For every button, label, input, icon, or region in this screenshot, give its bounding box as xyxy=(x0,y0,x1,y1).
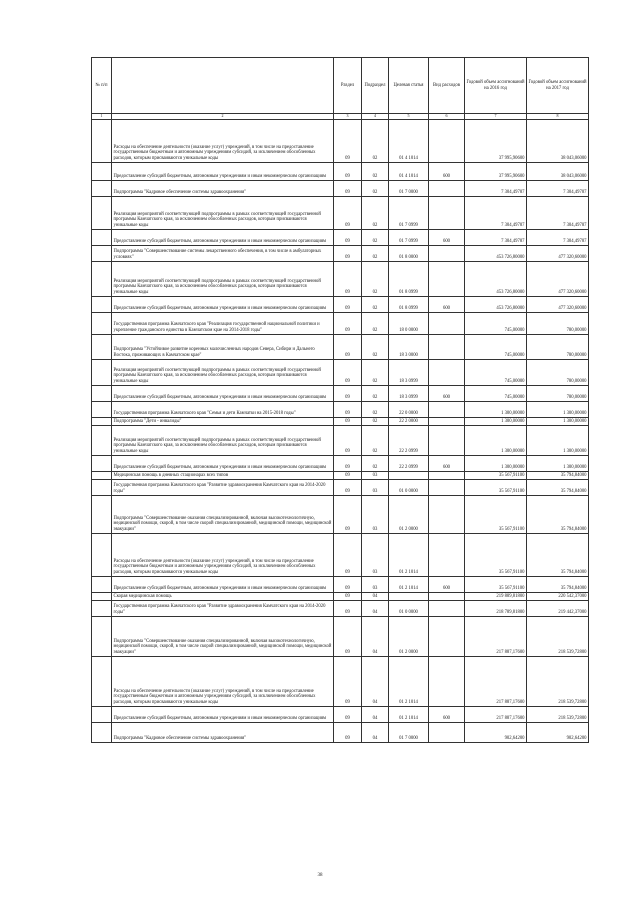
row-2016: 453 726,80000 xyxy=(465,246,527,262)
row-2017: 477 320,60000 xyxy=(527,262,589,297)
row-section: 09 xyxy=(334,496,362,534)
page-number: 38 xyxy=(317,873,323,878)
row-name: Расходы на обеспечение деятельности (оказание услуг) учреждений, в том числе на предоставление государственным бюджетным и автономным учреждениям субсидий, за исключением обособленных расходов, которым присваиваются уникальные коды xyxy=(112,657,334,707)
row-article: 01 7 0000 xyxy=(389,181,429,197)
row-expense: 600 xyxy=(429,456,465,472)
row-expense xyxy=(429,246,465,262)
row-section: 09 xyxy=(334,120,362,163)
row-subsection: 03 xyxy=(362,472,389,480)
row-2017: 35 794,84000 xyxy=(527,577,589,593)
row-expense xyxy=(429,496,465,534)
budget-table xyxy=(91,57,589,743)
row-num xyxy=(92,657,112,707)
row-2017: 1 300,00000 xyxy=(527,426,589,456)
row-name: Расходы на обеспечение деятельности (оказание услуг) учреждений, в том числе на предоставление государственным бюджетным и автономным учреждениям субсидий, за исключением обособленных расходов, которым присваиваются уникальные коды xyxy=(112,534,334,577)
row-2016: 745,00000 xyxy=(465,360,527,386)
row-subsection: 02 xyxy=(362,120,389,163)
row-article: 22 2 0000 xyxy=(389,418,429,426)
row-subsection: 02 xyxy=(362,386,389,402)
row-num xyxy=(92,297,112,313)
row-expense xyxy=(429,197,465,230)
table-row xyxy=(92,197,589,230)
table-row xyxy=(92,418,589,426)
row-2016: 745,00000 xyxy=(465,335,527,360)
row-subsection: 02 xyxy=(362,360,389,386)
row-subsection: 04 xyxy=(362,707,389,723)
row-2016: 1 300,00000 xyxy=(465,426,527,456)
row-2016: 219 889,81800 xyxy=(465,593,527,601)
table-row xyxy=(92,617,589,657)
row-num xyxy=(92,723,112,743)
row-subsection: 03 xyxy=(362,496,389,534)
row-subsection: 04 xyxy=(362,657,389,707)
row-2017: 1 300,00000 xyxy=(527,418,589,426)
row-2017: 218 539,72800 xyxy=(527,707,589,723)
row-section: 09 xyxy=(334,577,362,593)
row-2016: 37 995,90600 xyxy=(465,120,527,163)
row-article: 01 8 0000 xyxy=(389,246,429,262)
row-subsection: 02 xyxy=(362,197,389,230)
col-number: 3 xyxy=(334,114,362,120)
table-row xyxy=(92,601,589,617)
row-2016: 35 567,91100 xyxy=(465,534,527,577)
row-article: 18 0 0000 xyxy=(389,313,429,335)
row-2017: 38 043,06000 xyxy=(527,163,589,181)
col-number: 1 xyxy=(92,114,112,120)
row-2017: 780,00000 xyxy=(527,360,589,386)
row-2017: 218 539,72800 xyxy=(527,657,589,707)
row-num xyxy=(92,472,112,480)
row-name: Подпрограмма "Устойчивое развитие коренных малочисленных народов Севера, Сибири и Дальнего Востока, проживающих в Камчатском крае" xyxy=(112,335,334,360)
row-num xyxy=(92,426,112,456)
row-section: 09 xyxy=(334,617,362,657)
row-subsection: 02 xyxy=(362,181,389,197)
row-section: 09 xyxy=(334,707,362,723)
row-subsection: 04 xyxy=(362,723,389,743)
row-article: 01 4 1014 xyxy=(389,163,429,181)
row-article: 01 0 0000 xyxy=(389,480,429,496)
row-expense xyxy=(429,360,465,386)
header-num: № п/п xyxy=(92,58,112,114)
row-section: 09 xyxy=(334,246,362,262)
row-section: 09 xyxy=(334,181,362,197)
row-section: 09 xyxy=(334,657,362,707)
row-expense xyxy=(429,402,465,418)
row-num xyxy=(92,707,112,723)
row-article: 01 2 1014 xyxy=(389,707,429,723)
row-section: 09 xyxy=(334,230,362,246)
row-article: 22 0 0000 xyxy=(389,402,429,418)
table-row xyxy=(92,593,589,601)
row-name: Реализация мероприятий соответствующей подпрограммы в рамках соответствующей государственной программы Камчатского края, за исключением обособленных расходов, которым присваиваются уникальные коды xyxy=(112,197,334,230)
row-expense: 600 xyxy=(429,577,465,593)
table-row xyxy=(92,472,589,480)
table-row xyxy=(92,360,589,386)
row-num xyxy=(92,246,112,262)
row-section: 09 xyxy=(334,163,362,181)
row-2016: 217 887,17600 xyxy=(465,617,527,657)
header-row xyxy=(92,58,589,114)
col-number: 8 xyxy=(527,114,589,120)
row-article: 18 3 0000 xyxy=(389,335,429,360)
row-expense xyxy=(429,181,465,197)
row-2016: 217 887,17600 xyxy=(465,707,527,723)
row-name: Подпрограмма "Кадровое обеспечение системы здравоохранения" xyxy=(112,723,334,743)
row-2017: 477 320,60000 xyxy=(527,246,589,262)
row-num xyxy=(92,262,112,297)
row-2017: 35 794,84000 xyxy=(527,472,589,480)
row-2017: 1 300,00000 xyxy=(527,402,589,418)
row-subsection: 02 xyxy=(362,313,389,335)
row-expense xyxy=(429,617,465,657)
row-2016: 902,64200 xyxy=(465,723,527,743)
table-body xyxy=(92,120,589,743)
row-2016: 453 726,80000 xyxy=(465,297,527,313)
row-expense xyxy=(429,601,465,617)
row-article: 01 2 0000 xyxy=(389,496,429,534)
row-2016: 35 567,91100 xyxy=(465,480,527,496)
row-2016: 1 300,00000 xyxy=(465,402,527,418)
row-2016: 35 567,91100 xyxy=(465,472,527,480)
row-article: 22 2 0999 xyxy=(389,426,429,456)
row-2016: 7 304,49787 xyxy=(465,197,527,230)
row-expense xyxy=(429,335,465,360)
row-section: 09 xyxy=(334,456,362,472)
row-num xyxy=(92,360,112,386)
row-name: Реализация мероприятий соответствующей подпрограммы в рамках соответствующей государственной программы Камчатского края, за исключением обособленных расходов, которым присваиваются уникальные коды xyxy=(112,262,334,297)
row-num xyxy=(92,593,112,601)
row-subsection: 02 xyxy=(362,402,389,418)
row-num xyxy=(92,577,112,593)
row-section: 09 xyxy=(334,593,362,601)
header-name xyxy=(112,58,334,114)
row-name: Предоставление субсидий бюджетным, автономным учреждениям и иным некоммерческим организациям xyxy=(112,297,334,313)
header-expense: Вид расходов xyxy=(429,58,465,114)
row-name: Государственная программа Камчатского края "Развитие здравоохранения Камчатского края на 2014-2020 годы" xyxy=(112,601,334,617)
row-2016: 1 300,00000 xyxy=(465,456,527,472)
row-subsection: 02 xyxy=(362,262,389,297)
table-row xyxy=(92,313,589,335)
row-name: Подпрограмма "Совершенствование системы лекарственного обеспечения, в том числе в амбулаторных условиях" xyxy=(112,246,334,262)
row-2016: 745,00000 xyxy=(465,386,527,402)
row-num xyxy=(92,480,112,496)
row-2017: 1 300,00000 xyxy=(527,456,589,472)
row-num xyxy=(92,313,112,335)
table-row xyxy=(92,577,589,593)
row-num xyxy=(92,534,112,577)
row-name: Подпрограмма "Дети - инвалиды" xyxy=(112,418,334,426)
col-number: 6 xyxy=(429,114,465,120)
row-2016: 37 995,90600 xyxy=(465,163,527,181)
row-name: Расходы на обеспечение деятельности (оказание услуг) учреждений, в том числе на предоставление государственным бюджетным и автономным учреждениям субсидий, за исключением обособленных расходов, которым присваиваются уникальные коды xyxy=(112,120,334,163)
row-name: Государственная программа Камчатского края "Развитие здравоохранения Камчатского края на 2014-2020 годы" xyxy=(112,480,334,496)
row-article: 01 2 1014 xyxy=(389,534,429,577)
row-num xyxy=(92,163,112,181)
row-2017: 477 320,60000 xyxy=(527,297,589,313)
header-section: Раздел xyxy=(334,58,362,114)
row-expense: 600 xyxy=(429,707,465,723)
row-2017: 780,00000 xyxy=(527,335,589,360)
row-article: 01 8 0999 xyxy=(389,262,429,297)
row-section: 09 xyxy=(334,313,362,335)
row-2017: 219 442,37000 xyxy=(527,601,589,617)
row-2017: 780,00000 xyxy=(527,313,589,335)
row-2016: 7 304,49787 xyxy=(465,181,527,197)
table-row xyxy=(92,456,589,472)
row-name: Предоставление субсидий бюджетным, автономным учреждениям и иным некоммерческим организациям xyxy=(112,456,334,472)
col-number: 7 xyxy=(465,114,527,120)
row-name: Предоставление субсидий бюджетным, автономным учреждениям и иным некоммерческим организациям xyxy=(112,707,334,723)
row-num xyxy=(92,386,112,402)
row-subsection: 02 xyxy=(362,230,389,246)
row-article: 01 2 1014 xyxy=(389,657,429,707)
row-subsection: 03 xyxy=(362,577,389,593)
row-article: 01 7 0999 xyxy=(389,197,429,230)
row-name: Предоставление субсидий бюджетным, автономным учреждениям и иным некоммерческим организациям xyxy=(112,163,334,181)
row-expense xyxy=(429,593,465,601)
row-article: 01 7 0999 xyxy=(389,230,429,246)
header-2017: Годовой объем ассигнований на 2017 год xyxy=(527,58,589,114)
row-article xyxy=(389,593,429,601)
col-number: 5 xyxy=(389,114,429,120)
row-expense xyxy=(429,472,465,480)
row-subsection: 03 xyxy=(362,480,389,496)
row-2017: 7 304,49787 xyxy=(527,230,589,246)
row-2017: 902,64200 xyxy=(527,723,589,743)
table-row xyxy=(92,496,589,534)
row-2017: 7 304,49787 xyxy=(527,181,589,197)
row-expense xyxy=(429,426,465,456)
row-subsection: 02 xyxy=(362,426,389,456)
row-num xyxy=(92,181,112,197)
row-2016: 453 726,80000 xyxy=(465,262,527,297)
row-subsection: 04 xyxy=(362,617,389,657)
row-name: Медицинская помощь в дневных стационарах всех типов xyxy=(112,472,334,480)
row-section: 09 xyxy=(334,723,362,743)
row-section: 09 xyxy=(334,360,362,386)
row-2017: 220 542,37000 xyxy=(527,593,589,601)
table-row xyxy=(92,246,589,262)
row-expense: 600 xyxy=(429,163,465,181)
row-section: 09 xyxy=(334,262,362,297)
row-expense xyxy=(429,723,465,743)
row-subsection: 02 xyxy=(362,456,389,472)
row-section: 09 xyxy=(334,386,362,402)
row-2017: 780,00000 xyxy=(527,386,589,402)
row-subsection: 02 xyxy=(362,163,389,181)
row-2016: 35 567,91100 xyxy=(465,577,527,593)
row-name: Подпрограмма "Совершенствование оказания специализированной, включая высокотехнологичную, медицинской помощи, скорой, в том числе скорой специализированной, медицинской помощи, медицинской эвакуации" xyxy=(112,496,334,534)
row-2017: 35 794,84000 xyxy=(527,480,589,496)
row-num xyxy=(92,617,112,657)
row-name: Предоставление субсидий бюджетным, автономным учреждениям и иным некоммерческим организациям xyxy=(112,230,334,246)
row-article: 18 3 0999 xyxy=(389,386,429,402)
header-article: Целевая статья xyxy=(389,58,429,114)
row-article: 18 3 0999 xyxy=(389,360,429,386)
row-article: 01 4 1014 xyxy=(389,120,429,163)
row-subsection: 02 xyxy=(362,335,389,360)
table-row xyxy=(92,297,589,313)
row-num xyxy=(92,197,112,230)
row-name: Государственная программа Камчатского края "Реализация государственной национальной политики и укрепление гражданского единства в Камчатском крае на 2014-2018 годы" xyxy=(112,313,334,335)
row-article: 01 0 0000 xyxy=(389,601,429,617)
table-row xyxy=(92,335,589,360)
row-2017: 35 794,84000 xyxy=(527,534,589,577)
row-section: 09 xyxy=(334,480,362,496)
col-number: 4 xyxy=(362,114,389,120)
row-2017: 38 043,06000 xyxy=(527,120,589,163)
table-row xyxy=(92,426,589,456)
row-expense xyxy=(429,262,465,297)
row-expense: 600 xyxy=(429,297,465,313)
row-2016: 218 789,81800 xyxy=(465,601,527,617)
table-row xyxy=(92,534,589,577)
header-2016: Годовой объем ассигнований на 2016 год xyxy=(465,58,527,114)
row-subsection: 04 xyxy=(362,593,389,601)
row-2017: 7 304,49787 xyxy=(527,197,589,230)
row-section: 09 xyxy=(334,418,362,426)
row-section: 09 xyxy=(334,335,362,360)
row-name: Реализация мероприятий соответствующей подпрограммы в рамках соответствующей государственной программы Камчатского края, за исключением обособленных расходов, которым присваиваются уникальные коды xyxy=(112,426,334,456)
row-2016: 217 887,17600 xyxy=(465,657,527,707)
row-expense xyxy=(429,534,465,577)
row-num xyxy=(92,496,112,534)
row-num xyxy=(92,230,112,246)
table-row xyxy=(92,480,589,496)
row-section: 09 xyxy=(334,534,362,577)
row-2016: 7 304,49787 xyxy=(465,230,527,246)
row-expense: 600 xyxy=(429,230,465,246)
row-name: Предоставление субсидий бюджетным, автономным учреждениям и иным некоммерческим организациям xyxy=(112,386,334,402)
row-num xyxy=(92,418,112,426)
row-name: Государственная программа Камчатского края "Семья и дети Камчатки на 2015-2018 годы" xyxy=(112,402,334,418)
row-article: 01 7 0000 xyxy=(389,723,429,743)
row-name: Скорая медицинская помощь xyxy=(112,593,334,601)
row-num xyxy=(92,601,112,617)
row-section: 09 xyxy=(334,472,362,480)
row-section: 09 xyxy=(334,426,362,456)
row-expense xyxy=(429,120,465,163)
row-expense xyxy=(429,313,465,335)
row-2016: 1 300,00000 xyxy=(465,418,527,426)
row-article: 01 2 0000 xyxy=(389,617,429,657)
row-2016: 35 567,91100 xyxy=(465,496,527,534)
row-subsection: 02 xyxy=(362,246,389,262)
row-expense xyxy=(429,418,465,426)
row-section: 09 xyxy=(334,197,362,230)
table-row xyxy=(92,181,589,197)
row-num xyxy=(92,456,112,472)
row-num xyxy=(92,120,112,163)
table-row xyxy=(92,120,589,163)
table-row xyxy=(92,386,589,402)
row-expense xyxy=(429,657,465,707)
row-name: Подпрограмма "Кадровое обеспечение системы здравоохранения" xyxy=(112,181,334,197)
row-name: Реализация мероприятий соответствующей подпрограммы в рамках соответствующей государственной программы Камчатского края, за исключением обособленных расходов, которым присваиваются уникальные коды xyxy=(112,360,334,386)
row-num xyxy=(92,335,112,360)
row-article: 01 8 0999 xyxy=(389,297,429,313)
row-2017: 218 539,72800 xyxy=(527,617,589,657)
row-2017: 35 794,84000 xyxy=(527,496,589,534)
table-row xyxy=(92,402,589,418)
row-name: Подпрограмма "Совершенствование оказания специализированной, включая высокотехнологичную, медицинской помощи, скорой, в том числе скорой специализированной, медицинской помощи, медицинской эвакуации" xyxy=(112,617,334,657)
row-name: Предоставление субсидий бюджетным, автономным учреждениям и иным некоммерческим организациям xyxy=(112,577,334,593)
row-article: 22 2 0999 xyxy=(389,456,429,472)
row-expense: 600 xyxy=(429,386,465,402)
table-row xyxy=(92,657,589,707)
row-num xyxy=(92,402,112,418)
row-section: 09 xyxy=(334,601,362,617)
header-subsection: Подраздел xyxy=(362,58,389,114)
row-2016: 745,00000 xyxy=(465,313,527,335)
row-article xyxy=(389,472,429,480)
table-row xyxy=(92,723,589,743)
table-row xyxy=(92,262,589,297)
row-subsection: 03 xyxy=(362,534,389,577)
col-number: 2 xyxy=(112,114,334,120)
row-subsection: 04 xyxy=(362,601,389,617)
table-row xyxy=(92,707,589,723)
row-subsection: 02 xyxy=(362,418,389,426)
table-row xyxy=(92,230,589,246)
row-section: 09 xyxy=(334,402,362,418)
row-subsection: 02 xyxy=(362,297,389,313)
row-expense xyxy=(429,480,465,496)
row-section: 09 xyxy=(334,297,362,313)
row-article: 01 2 1014 xyxy=(389,577,429,593)
table-row xyxy=(92,163,589,181)
